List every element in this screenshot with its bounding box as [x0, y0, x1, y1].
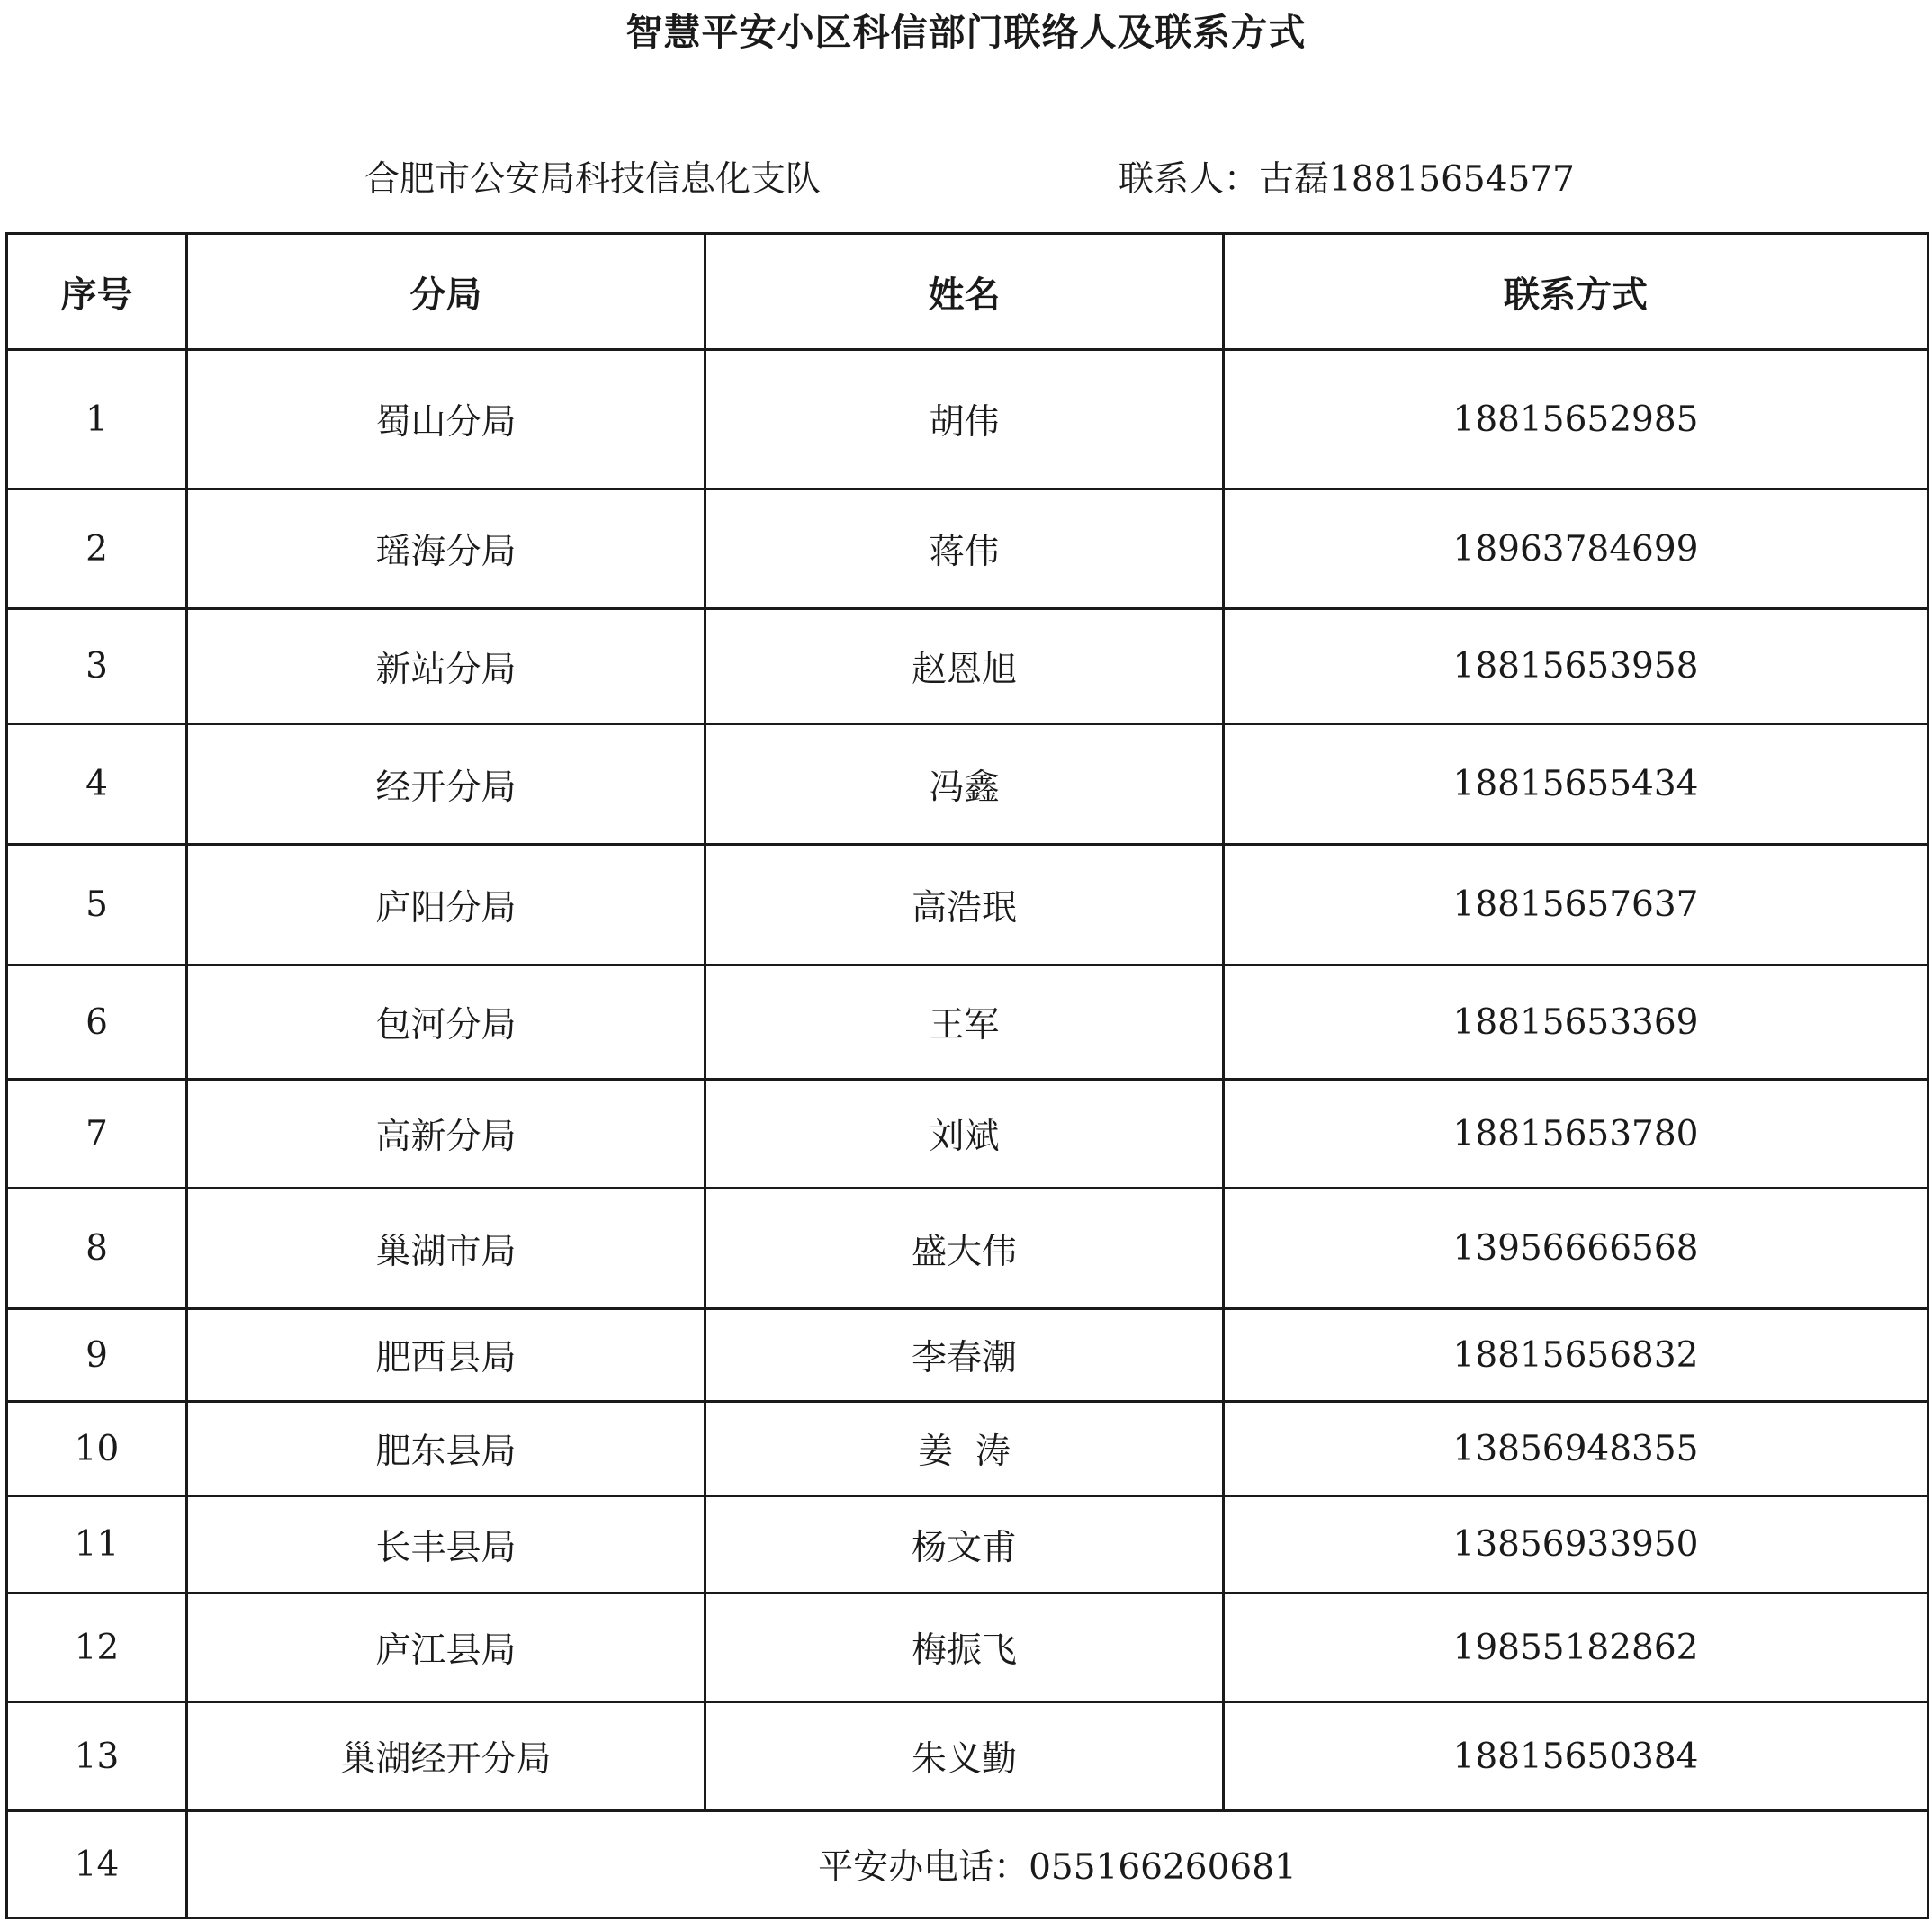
row-branch: 肥西县局 [187, 1309, 705, 1402]
header-contact: 联系方式 [1224, 234, 1928, 350]
row-branch: 包河分局 [187, 965, 705, 1080]
row-branch: 肥东县局 [187, 1402, 705, 1496]
row-phone: 18815657637 [1224, 845, 1928, 965]
table-row [7, 1593, 1928, 1702]
row-phone: 18815653958 [1224, 609, 1928, 724]
row-phone: 13856948355 [1224, 1402, 1928, 1496]
row-name: 刘斌 [705, 1080, 1224, 1189]
row-name: 赵恩旭 [705, 609, 1224, 724]
row-phone: 13956666568 [1224, 1189, 1928, 1309]
row-name: 王军 [705, 965, 1224, 1080]
header-name: 姓名 [705, 234, 1224, 350]
row-branch: 蜀山分局 [187, 350, 705, 489]
row-index: 7 [7, 1080, 187, 1189]
row-index: 2 [7, 489, 187, 609]
row-index: 13 [7, 1702, 187, 1811]
row-branch: 长丰县局 [187, 1496, 705, 1593]
table-row [7, 965, 1928, 1080]
table-row [7, 350, 1928, 489]
row-name: 盛大伟 [705, 1189, 1224, 1309]
table-row [7, 1080, 1928, 1189]
row-branch: 经开分局 [187, 724, 705, 845]
row-phone: 18815653780 [1224, 1080, 1928, 1189]
contact-person: 联系人：古磊18815654577 [1119, 159, 1575, 200]
row-name: 杨文甫 [705, 1496, 1224, 1593]
header-branch: 分局 [187, 234, 705, 350]
row-index: 11 [7, 1496, 187, 1593]
table-row [7, 1496, 1928, 1593]
table-row [7, 609, 1928, 724]
row-index: 6 [7, 965, 187, 1080]
row-branch: 新站分局 [187, 609, 705, 724]
row-branch: 庐江县局 [187, 1593, 705, 1702]
contacts-table [5, 232, 1929, 1919]
row-phone: 13856933950 [1224, 1496, 1928, 1593]
row-name: 胡伟 [705, 350, 1224, 489]
table-row [7, 1402, 1928, 1496]
row-index: 5 [7, 845, 187, 965]
row-phone: 18815656832 [1224, 1309, 1928, 1402]
office-phone: 平安办电话：055166260681 [187, 1811, 1928, 1918]
row-name: 梅振飞 [705, 1593, 1224, 1702]
row-name: 李春潮 [705, 1309, 1224, 1402]
footer-index: 14 [7, 1811, 187, 1918]
row-index: 9 [7, 1309, 187, 1402]
row-branch: 高新分局 [187, 1080, 705, 1189]
row-index: 8 [7, 1189, 187, 1309]
row-name: 蒋伟 [705, 489, 1224, 609]
table-header-row [7, 234, 1928, 350]
row-phone: 19855182862 [1224, 1593, 1928, 1702]
row-phone: 18815652985 [1224, 350, 1928, 489]
row-phone: 18815650384 [1224, 1702, 1928, 1811]
row-name: 冯鑫 [705, 724, 1224, 845]
row-name: 朱义勤 [705, 1702, 1224, 1811]
row-name: 姜 涛 [705, 1402, 1224, 1496]
document-title: 智慧平安小区科信部门联络人及联系方式 [625, 11, 1307, 54]
table-row [7, 1189, 1928, 1309]
row-index: 10 [7, 1402, 187, 1496]
row-branch: 巢湖经开分局 [187, 1702, 705, 1811]
row-index: 4 [7, 724, 187, 845]
row-phone: 18815653369 [1224, 965, 1928, 1080]
table-row [7, 489, 1928, 609]
table-row [7, 724, 1928, 845]
table-footer-row [7, 1811, 1928, 1918]
table-row [7, 1309, 1928, 1402]
table-row [7, 845, 1928, 965]
row-index: 12 [7, 1593, 187, 1702]
row-index: 3 [7, 609, 187, 724]
header-index: 序号 [7, 234, 187, 350]
table-row [7, 1702, 1928, 1811]
row-branch: 庐阳分局 [187, 845, 705, 965]
row-phone: 18963784699 [1224, 489, 1928, 609]
row-name: 高浩珉 [705, 845, 1224, 965]
row-phone: 18815655434 [1224, 724, 1928, 845]
unit-name: 合肥市公安局科技信息化支队 [364, 159, 822, 200]
row-index: 1 [7, 350, 187, 489]
row-branch: 瑶海分局 [187, 489, 705, 609]
row-branch: 巢湖市局 [187, 1189, 705, 1309]
